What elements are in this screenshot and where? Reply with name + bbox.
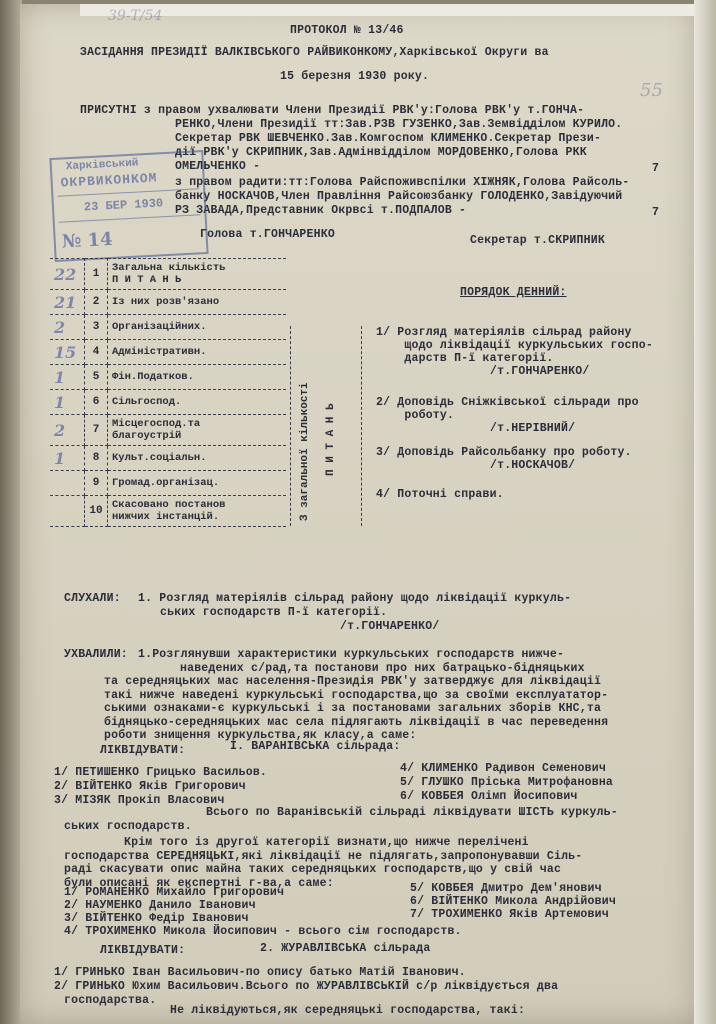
stats-row (50, 365, 286, 390)
section1-summary: Всього по Варанівській сільраді ліквідувати ШІСТЬ куркуль- (206, 806, 618, 819)
stats-handwritten-count: 2 (50, 315, 85, 340)
stats-row (50, 415, 286, 446)
stats-row-label: Культ.соціальн. (108, 446, 287, 471)
stats-row (50, 290, 286, 315)
middle-household: 4/ ТРОХИМЕНКО Микола Йосипович - всього сім господарств. (64, 925, 462, 938)
stats-row-label: Місцегоспод.та благоустрій (108, 415, 287, 446)
stats-row-number: 10 (85, 496, 108, 527)
section2-line: 1/ ГРИНЬКО Іван Васильович-по опису батько Матій Іванович. (54, 966, 466, 979)
vertical-label-1: З загальної кількості (299, 382, 311, 521)
stats-handwritten-count: 1 (50, 446, 85, 471)
stats-row-label: Із них розв'язано (108, 290, 287, 315)
stamp-number: № 14 (61, 228, 114, 253)
section1-title: I. ВАРАНІВСЬКА сільрада: (230, 740, 401, 753)
stats-row (50, 471, 286, 496)
stats-handwritten-count (50, 496, 85, 527)
section2-tail: Не ліквідуються,як середняцькі господарства, такі: (170, 1004, 526, 1017)
agenda-title: ПОРЯДОК ДЕННИЙ: (460, 286, 567, 299)
present-line-1: ПРИСУТНІ з правом ухвалювати Члени Президії РВК'у:Голова РВК'у т.ГОНЧА- (80, 104, 585, 117)
registration-stamp (49, 150, 208, 262)
agenda-reporter: /т.НОСКАЧОВ/ (490, 459, 576, 472)
heard-line-2: ських господарств П-ї категорії. (160, 606, 388, 619)
heard-line-1: 1. Розгляд матеріялів сільрад району щодо ліквідації куркуль- (138, 592, 572, 605)
middle-household: 5/ КОВБЕЯ Дмитро Дем'янович (410, 882, 602, 895)
present-line-2: РЕНКО,Члени Президії тт:Зав.РЗВ ГУЗЕНКО,Зав.Земвідділом КУРИЛО. (175, 118, 623, 131)
section1-extra: раді скасувати опис майна таких середняцьких господарств,що у свій час (64, 863, 562, 876)
stats-row-number: 5 (85, 365, 108, 390)
decided-line: такі нижче наведені куркульські господарства,що за своїми експлуататор- (104, 688, 609, 702)
present-line-6: з правом радити:тт:Голова Райспоживспілки ХІЖНЯК,Голова Райсоль- (175, 176, 630, 189)
stats-handwritten-count: 22 (50, 259, 85, 290)
decided-line: наведених с/рад,та постанови про них батрацько-бідняцьких (180, 661, 585, 675)
section1-extra: Крім того із другої категорії визнати,що нижче перелічені (124, 836, 529, 849)
vertical-label-box (290, 326, 362, 526)
decided-label: УХВАЛИЛИ: (64, 648, 128, 661)
stats-row (50, 259, 286, 290)
decided-line: роботи знищення куркульства,як класу,а саме: (104, 729, 417, 742)
present-line-4: дії РВК'у СКРИПНИК,Зав.Адмінвідділом МОРДОВЕНКО,Голова РКК (175, 146, 587, 159)
stats-row (50, 315, 286, 340)
liquidated-household: 5/ ГЛУШКО Пріська Митрофановна (400, 776, 614, 789)
binder-edge (0, 0, 22, 1024)
count-present: 7 (652, 162, 660, 175)
stats-row-label: Громад.організац. (108, 471, 287, 496)
present-line-8: РЗ ЗАВАДА,Представник Окрвсі т.ПОДПАЛОВ - (175, 204, 467, 217)
decided-line: бідняцько-середняцьких мас села підлягають ліквідації в час переведення (104, 715, 609, 729)
section1-extra: були описані як експертні г-ва,а саме: (64, 876, 334, 890)
agenda-item: 3/ Доповідь Райсольбанку про роботу. (376, 446, 632, 459)
chairman: Голова т.ГОНЧАРЕНКО (200, 228, 335, 241)
middle-household: 1/ РОМАНЕНКО Михайло Григорович (64, 886, 285, 899)
vertical-label-2: П И Т А Н Ь (325, 403, 337, 476)
stats-row-number: 7 (85, 415, 108, 446)
stats-row-number: 9 (85, 471, 108, 496)
document-page (20, 4, 696, 1024)
decided-line: 1.Розглянувши характеристики куркульських господарств нижче- (138, 648, 565, 661)
agenda-reporter: /т.НЕРІВНИЙ/ (490, 422, 576, 435)
agenda-item: 4/ Поточні справи. (376, 488, 504, 501)
stats-row-label: Організаційних. (108, 315, 287, 340)
paper-strip (80, 4, 696, 16)
section2-title: 2. ЖУРАВЛІВСЬКА сільрада (260, 942, 431, 955)
liquidated-household: 3/ МІЗЯК Прокіп Власович (54, 794, 225, 807)
meeting-date: 15 березня 1930 року. (280, 70, 430, 83)
back-sheet-edge (694, 0, 716, 1024)
stats-row-number: 4 (85, 340, 108, 365)
present-line-7: банку НОСКАЧОВ,Член Правління Райсоюзбанку ГОЛОДЕНКО,Завідуючий (175, 190, 623, 203)
stats-row (50, 340, 286, 365)
stats-row-label: Скасовано постанов нижчих інстанцій. (108, 496, 287, 527)
stats-row-label: Фін.Податков. (108, 365, 287, 390)
stats-row-number: 6 (85, 390, 108, 415)
middle-household: 6/ ВІЙТЕНКО Микола Андрійович (410, 895, 616, 908)
statistics-table (50, 258, 286, 527)
section1-summary: ських господарств. (64, 820, 192, 833)
stats-row-label: Адміністративн. (108, 340, 287, 365)
stamp-date: 23 БЕР 1930 (83, 196, 164, 215)
stats-handwritten-count: 21 (50, 290, 85, 315)
liquidated-household: 6/ КОВБЕЯ Олімп Йосипович (400, 790, 578, 803)
stats-row-number: 1 (85, 259, 108, 290)
stats-row-number: 3 (85, 315, 108, 340)
stats-row (50, 446, 286, 471)
section2-line: господарства. (64, 994, 157, 1007)
stats-handwritten-count (50, 471, 85, 496)
agenda-item: 2/ Доповідь Сніжківської сільради про роботу. (376, 396, 639, 422)
page-number: 55 (640, 80, 663, 101)
meeting-title: ЗАСІДАННЯ ПРЕЗИДІЇ ВАЛКІВСЬКОГО РАЙВИКОНКОМУ,Харківської Округи ва (80, 46, 549, 59)
stats-handwritten-count: 15 (50, 340, 85, 365)
stats-handwritten-count: 1 (50, 365, 85, 390)
stats-handwritten-count: 1 (50, 390, 85, 415)
present-line-3: Секретар РВК ШЕВЧЕНКО.Зав.Комгоспом КЛИМЕНКО.Секретар Прези- (175, 132, 602, 145)
section2-action: ЛІКВІДУВАТИ: (100, 944, 186, 957)
present-line-5: ОМЕЛЬЧЕНКО - (175, 160, 261, 173)
section1-extra: господарства СЕРЕДНЯЦЬКІ,які ліквідації не підлягать,запропонувавши Сіль- (64, 849, 583, 863)
stats-row (50, 390, 286, 415)
middle-household: 7/ ТРОХИМЕНКО Яків Артемович (410, 908, 609, 921)
heard-label: СЛУХАЛИ: (64, 592, 121, 605)
agenda-item: 1/ Розгляд матеріялів сільрад району щодо ліквідації куркульських госпо- дарств П-ї категорії. (376, 326, 653, 365)
middle-household: 2/ НАУМЕНКО Данило Іванович (64, 899, 256, 912)
stamp-line-1: Харківський (65, 157, 139, 174)
stats-handwritten-count: 2 (50, 415, 85, 446)
stamp-line-2: ОКРВИКОНКОМ (60, 170, 158, 191)
agenda-reporter: /т.ГОНЧАРЕНКО/ (490, 365, 590, 378)
decided-line: та середняцьких мас населення-Президія РВК'у затверджує для ліквідації (104, 675, 602, 688)
secretary: Секретар т.СКРИПНИК (470, 234, 605, 247)
margin-note: 39-Т/54 (108, 8, 163, 24)
decided-line: ськими ознаками-є куркульські і за постановами загальних зборів КНС,та (104, 702, 602, 715)
protocol-number: ПРОТОКОЛ № 13/46 (290, 24, 404, 37)
middle-household: 3/ ВІЙТЕНКО Федір Іванович (64, 912, 249, 925)
liquidated-household: 4/ КЛИМЕНКО Радивон Семенович (400, 762, 606, 775)
stats-row-number: 8 (85, 446, 108, 471)
section1-action: ЛІКВІДУВАТИ: (100, 744, 186, 757)
count-advisory: 7 (652, 206, 660, 219)
liquidated-household: 1/ ПЕТИШЕНКО Грицько Васильов. (54, 766, 268, 779)
stats-row-number: 2 (85, 290, 108, 315)
liquidated-household: 2/ ВІЙТЕНКО Яків Григорович (54, 780, 246, 793)
stats-row-label: Сільгоспод. (108, 390, 287, 415)
stats-row (50, 496, 286, 527)
heard-reporter: /т.ГОНЧАРЕНКО/ (340, 620, 440, 633)
section2-line: 2/ ГРИНЬКО Юхим Васильович.Всього по ЖУРАВЛІВСЬКІЙ с/р ліквідується два (54, 980, 559, 993)
stats-row-label: Загальна кількість П И Т А Н Ь (108, 259, 287, 290)
